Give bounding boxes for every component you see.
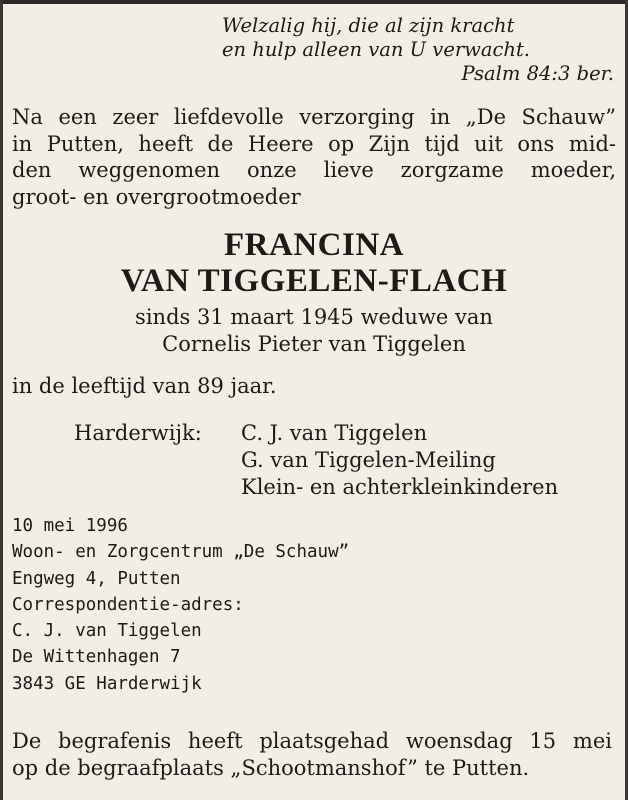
intro-line: in Putten, heeft de Heere op Zijn tijd uit ons mid-: [12, 131, 616, 156]
family-member: Klein- en achterkleinkinderen: [241, 475, 559, 499]
widow-line: sinds 31 maart 1945 weduwe van: [135, 305, 493, 329]
funeral-line: De begrafenis heeft plaatsgehad woensdag 15 mei: [12, 729, 612, 753]
family-list: [241, 420, 558, 501]
deceased-surname: VAN TIGGELEN-FLACH: [120, 263, 508, 299]
family-place: Harderwijk:: [74, 421, 202, 445]
spouse-name: Cornelis Pieter van Tiggelen: [162, 332, 466, 356]
intro-line: groot- en overgrootmoeder: [12, 184, 301, 209]
age-line: in de leeftijd van 89 jaar.: [12, 374, 277, 398]
correspondence-city: 3843 GE Harderwijk: [12, 673, 202, 694]
bible-verse: [222, 14, 614, 86]
family-member: C. J. van Tiggelen: [241, 421, 428, 445]
verse-line: en hulp alleen van U verwacht.: [222, 38, 531, 61]
left-border: [0, 0, 3, 800]
intro-line: Na een zeer liefdevolle verzorging in „De Schauw”: [12, 105, 616, 129]
correspondence-name: C. J. van Tiggelen: [12, 621, 202, 642]
details-block: [12, 513, 349, 697]
location-name: Woon- en Zorgcentrum „De Schauw”: [12, 542, 350, 563]
intro-line: den weggenomen onze lieve zorgzame moeder,: [12, 158, 616, 182]
funeral-paragraph: [12, 728, 612, 782]
intro-paragraph: [12, 104, 616, 210]
verse-reference: Psalm 84:3 ber.: [461, 62, 614, 85]
funeral-line: op de begraafplaats „Schootmanshof” te Putten.: [12, 756, 530, 780]
family-member: G. van Tiggelen-Meiling: [241, 448, 496, 472]
verse-line: Welzalig hij, die al zijn kracht: [222, 14, 515, 37]
correspondence-label: Correspondentie-adres:: [12, 594, 244, 615]
correspondence-street: De Wittenhagen 7: [12, 647, 181, 668]
top-border: [0, 0, 628, 4]
deceased-first-name: FRANCINA: [224, 227, 404, 263]
location-address: Engweg 4, Putten: [12, 568, 181, 589]
death-date: 10 mei 1996: [12, 516, 128, 536]
